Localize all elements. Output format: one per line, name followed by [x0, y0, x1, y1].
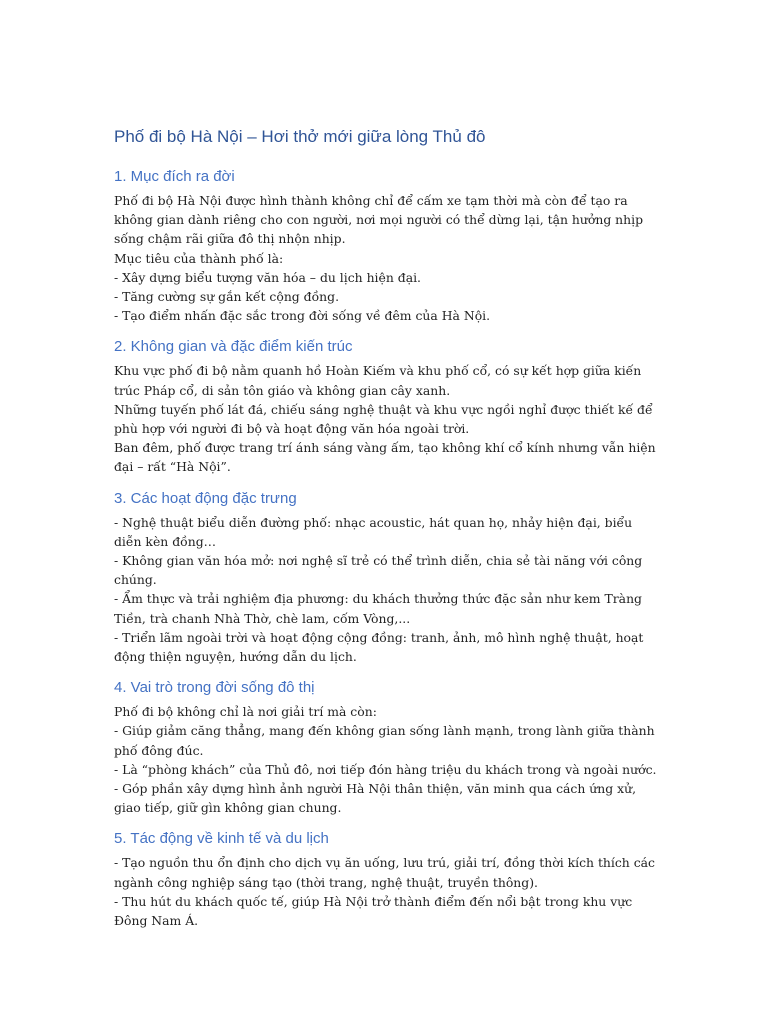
paragraph: Phố đi bộ Hà Nội được hình thành không chỉ để cấm xe tạm thời mà còn để tạo ra không gian dành riêng cho con người, nơi mọi người có thể dừng lại, tận hưởng nhịp sống chậm rãi giữa đô thị nhộn nhịp. [114, 193, 644, 247]
list-item: - Thu hút du khách quốc tế, giúp Hà Nội trở thành điểm đến nổi bật trong khu vực Đông Nam Á. [114, 893, 633, 929]
list-item: - Tạo nguồn thu ổn định cho dịch vụ ăn uống, lưu trú, giải trí, đồng thời kích thích các ngành công nghiệp sáng tạo (thời trang, nghệ thuật, truyền thông). [114, 855, 655, 890]
section-heading: 1. Mục đích ra đời [114, 168, 235, 185]
list-item: - Nghệ thuật biểu diễn đường phố: nhạc acoustic, hát quan họ, nhảy hiện đại, biểu diễn kèn đồng… [114, 514, 633, 549]
list-item: - Góp phần xây dựng hình ảnh người Hà Nội thân thiện, văn minh qua cách ứng xử, giao tiếp, giữ gìn không gian chung. [114, 781, 637, 816]
list-item: - Ẩm thực và trải nghiệm địa phương: du khách thưởng thức đặc sản như kem Tràng Tiền, trà chanh Nhà Thờ, chè lam, cốm Vòng,... [114, 591, 642, 626]
section-heading: 5. Tác động về kinh tế và du lịch [114, 830, 329, 848]
document-title: Phố đi bộ Hà Nội – Hơi thở mới giữa lòng Thủ đô [114, 127, 486, 146]
section-urban-role [114, 678, 659, 817]
list-item: - Giúp giảm căng thẳng, mang đến không gian sống lành mạnh, trong lành giữa thành phố đông đúc. [114, 723, 655, 758]
list-item: - Không gian văn hóa mở: nơi nghệ sĩ trẻ có thể trình diễn, chia sẻ tài năng với công chúng. [114, 553, 643, 588]
document-page [114, 126, 659, 942]
section-architecture [114, 337, 659, 476]
section-heading: 4. Vai trò trong đời sống đô thị [114, 679, 315, 697]
section-economy-tourism [114, 829, 659, 930]
list-item: - Tăng cường sự gắn kết cộng đồng. [114, 289, 340, 305]
paragraph: Khu vực phố đi bộ nằm quanh hồ Hoàn Kiếm và khu phố cổ, có sự kết hợp giữa kiến trúc Pháp cổ, di sản tôn giáo và không gian cây xanh. [114, 363, 642, 398]
list-item: - Là “phòng khách” của Thủ đô, nơi tiếp đón hàng triệu du khách trong và ngoài nước. [114, 761, 657, 777]
list-item: - Xây dựng biểu tượng văn hóa – du lịch hiện đại. [114, 269, 421, 285]
paragraph: Phố đi bộ không chỉ là nơi giải trí mà còn: [114, 704, 377, 720]
section-purpose [114, 167, 659, 325]
section-activities [114, 489, 659, 667]
list-item: - Triển lãm ngoài trời và hoạt động cộng đồng: tranh, ảnh, mô hình nghệ thuật, hoạt động thiện nguyện, hướng dẫn du lịch. [114, 629, 644, 665]
paragraph: Mục tiêu của thành phố là: [114, 250, 284, 266]
section-heading: 2. Không gian và đặc điểm kiến trúc [114, 338, 353, 356]
list-item: - Tạo điểm nhấn đặc sắc trong đời sống về đêm của Hà Nội. [114, 308, 491, 324]
paragraph: Ban đêm, phố được trang trí ánh sáng vàng ấm, tạo không khí cổ kính nhưng vẫn hiện đại – rất “Hà Nội”. [114, 440, 656, 475]
paragraph: Những tuyến phố lát đá, chiếu sáng nghệ thuật và khu vực ngồi nghỉ được thiết kế để phù hợp với người đi bộ và hoạt động văn hóa ngoài trời. [114, 401, 653, 437]
section-heading: 3. Các hoạt động đặc trưng [114, 489, 297, 507]
